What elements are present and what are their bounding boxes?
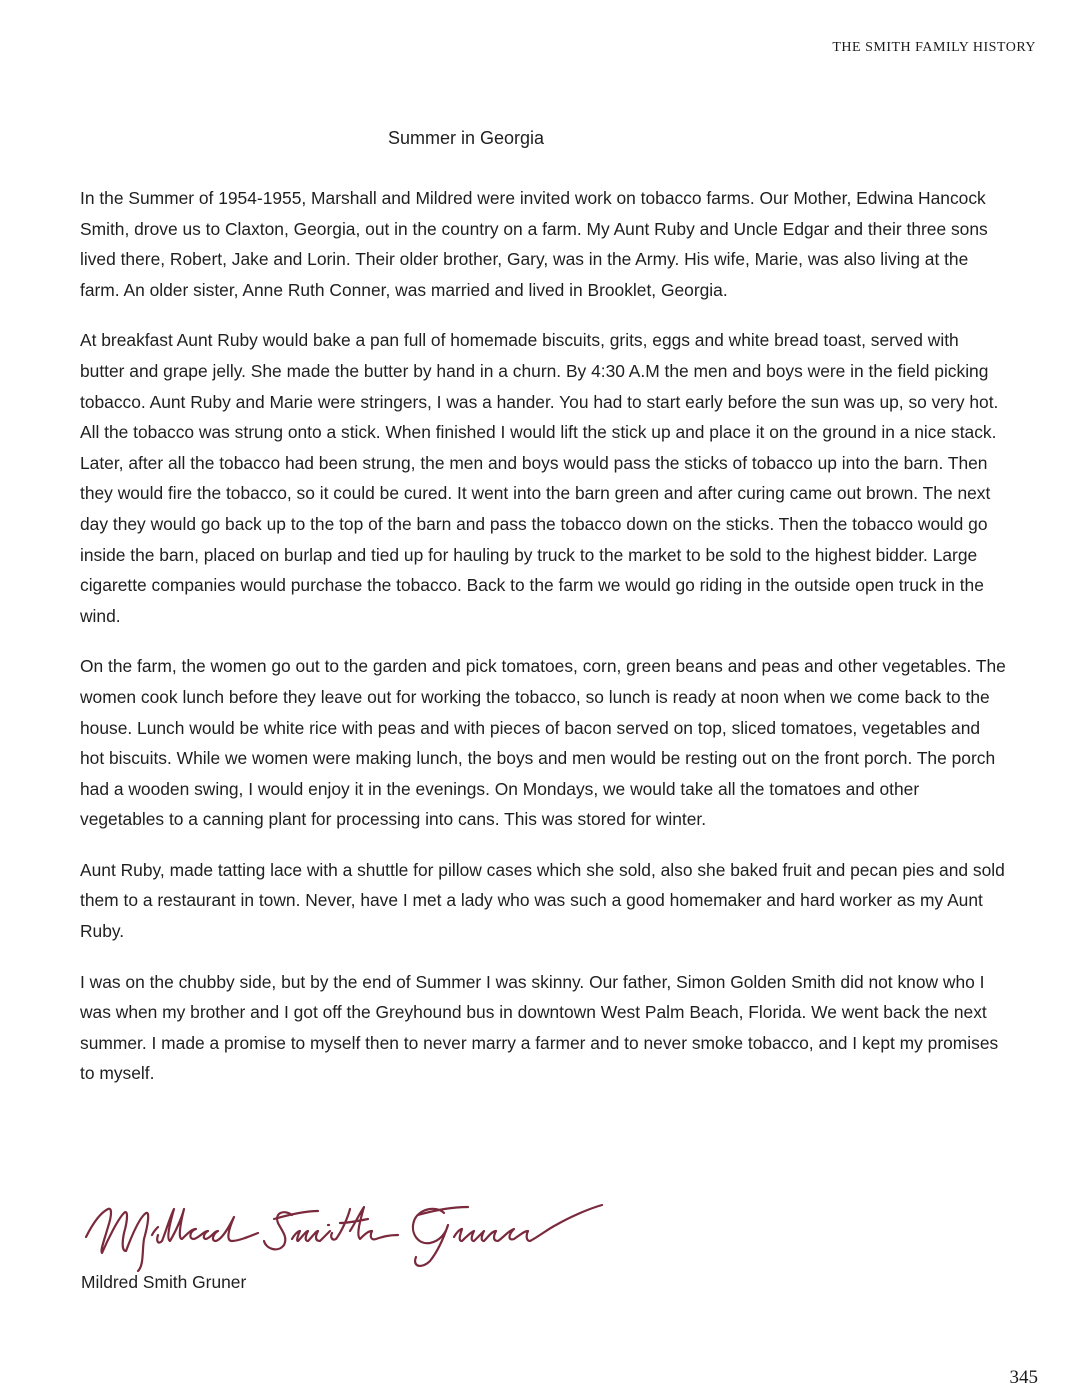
paragraph-1: In the Summer of 1954-1955, Marshall and Mildred were invited work on tobacco farms. Our Mother, Edwina Hancock Smith, drove us to Claxton, Georgia, out in the country on a farm. My Aunt Ruby and Uncle Edgar and their three sons lived there, Robert, Jake and Lorin. Their older brother, Gary, was in the Army. His wife, Marie, was also living at the farm. An older sister, Anne Ruth Conner, was married and lived in Brooklet, Georgia. [80, 188, 988, 300]
page-number: 345 [1009, 1367, 1038, 1388]
paragraph-3: On the farm, the women go out to the garden and pick tomatoes, corn, green beans and peas and other vegetables. The women cook lunch before they leave out for working the tobacco, so lunch is ready at noon when we come back to the house. Lunch would be white rice with peas and with pieces of bacon served on top, sliced tomatoes, vegetables and hot biscuits. While we women were making lunch, the boys and men would be resting out on the front porch. The porch had a wooden swing, I would enjoy it in the evenings. On Mondays, we would take all the tomatoes and other vegetables to a canning plant for processing into cans. This was stored for winter. [80, 656, 1006, 830]
running-head: THE SMITH FAMILY HISTORY [832, 40, 1036, 55]
paragraph-4: Aunt Ruby, made tatting lace with a shuttle for pillow cases which she sold, also she baked fruit and pecan pies and sold them to a restaurant in town. Never, have I met a lady who was such a good homemaker and hard worker as my Aunt Ruby. [80, 859, 1005, 942]
handwritten-signature [78, 1195, 618, 1275]
signer-name: Mildred Smith Gruner [81, 1272, 247, 1292]
document-title: Summer in Georgia [387, 128, 545, 148]
paragraph-2: At breakfast Aunt Ruby would bake a pan full of homemade biscuits, grits, eggs and white bread toast, served with butter and grape jelly. She made the butter by hand in a churn. By 4:30 A.M the men and boys were in the field picking tobacco. Aunt Ruby and Marie were stringers, I was a hander. You had to start early before the sun was up, so very hot. All the tobacco was strung onto a stick. When finished I would lift the stick up and place it on the ground in a nice stack. Later, after all the tobacco had been strung, the men and boys would pass the sticks of tobacco up into the barn. Then they would fire the tobacco, so it could be cured. It went into the barn green and after curing came out brown. The next day they would go back up to the top of the barn and pass the tobacco down on the sticks. Then the tobacco would go inside the barn, placed on burlap and tied up for hauling by truck to the market to be sold to the highest bidder. Large cigarette companies would purchase the tobacco. Back to the farm we would go riding in the outside open truck in the wind. [80, 330, 999, 626]
paragraph-5: I was on the chubby side, but by the end of Summer I was skinny. Our father, Simon Golden Smith did not know who I was when my brother and I got off the Greyhound bus in downtown West Palm Beach, Florida. We went back the next summer. I made a promise to myself then to never marry a farmer and to never smoke tobacco, and I kept my promises to myself. [80, 971, 999, 1084]
signature-graphic [78, 1195, 618, 1275]
document-body [80, 183, 1008, 1109]
